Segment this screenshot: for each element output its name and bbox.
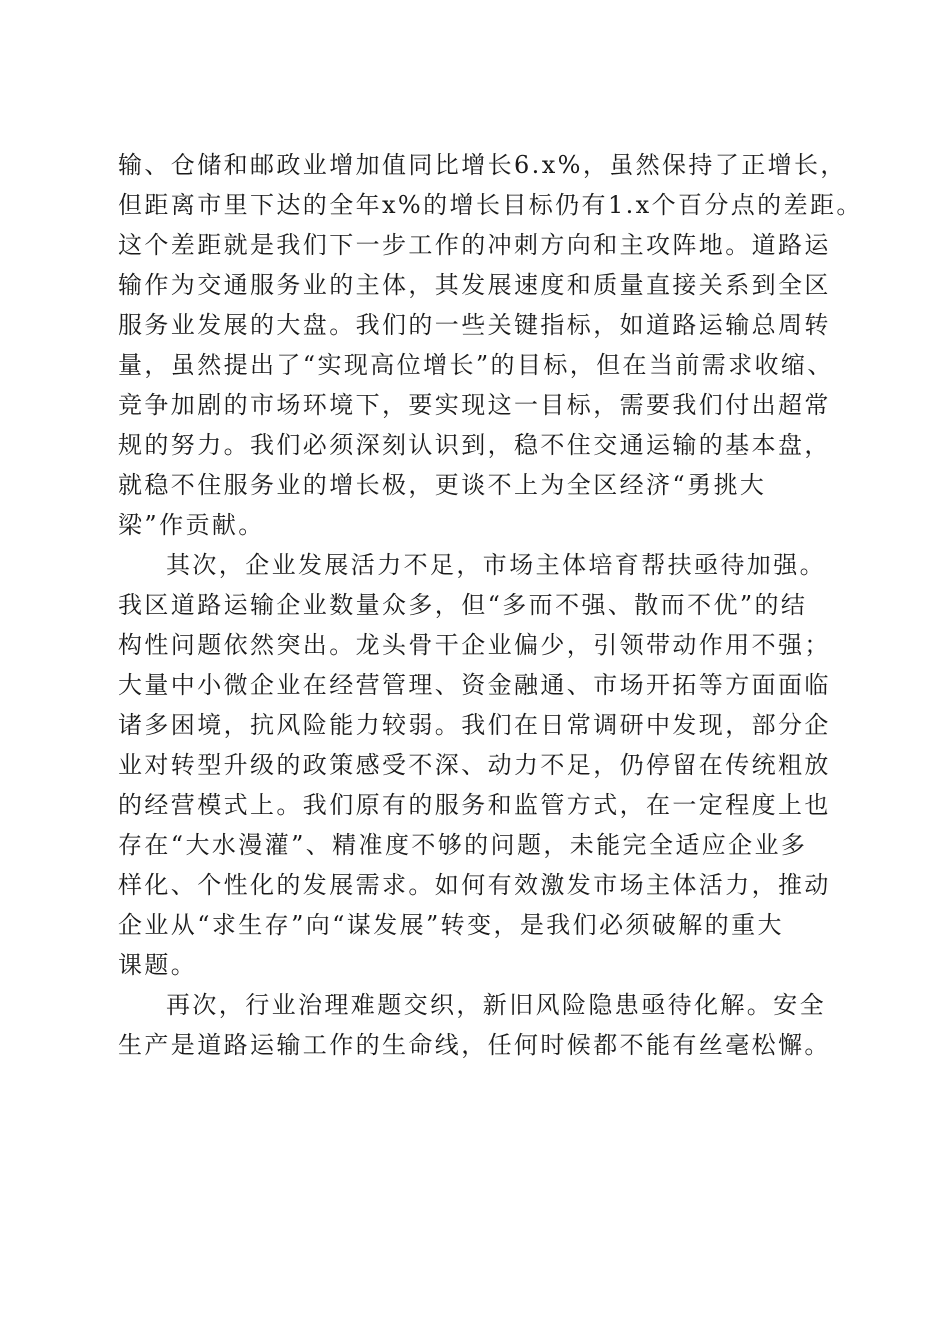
text-line: 诸多困境，抗风险能力较弱。我们在日常调研中发现，部分企 bbox=[118, 711, 831, 739]
text-line: 这个差距就是我们下一步工作的冲刺方向和主攻阵地。道路运 bbox=[118, 231, 831, 259]
text-line: 大量中小微企业在经营管理、资金融通、市场开拓等方面面临 bbox=[118, 671, 831, 699]
text-line: 存在“大水漫灌”、精准度不够的问题，未能完全适应企业多 bbox=[118, 831, 808, 859]
paragraph-start-line: 其次，企业发展活力不足，市场主体培育帮扶亟待加强。 bbox=[166, 551, 826, 579]
text-line: 就稳不住服务业的增长极，更谈不上为全区经济“勇挑大 bbox=[118, 471, 767, 499]
text-line: 竞争加剧的市场环境下，要实现这一目标，需要我们付出超常 bbox=[118, 391, 831, 419]
body-text bbox=[118, 145, 863, 1065]
text-line: 我区道路运输企业数量众多，但“多而不强、散而不优”的结 bbox=[118, 591, 808, 619]
text-line: 规的努力。我们必须深刻认识到，稳不住交通运输的基本盘， bbox=[118, 431, 831, 459]
text-line: 构性问题依然突出。龙头骨干企业偏少，引领带动作用不强； bbox=[118, 631, 831, 659]
text-line: 输作为交通服务业的主体，其发展速度和质量直接关系到全区 bbox=[118, 271, 831, 299]
text-line: 服务业发展的大盘。我们的一些关键指标，如道路运输总周转 bbox=[118, 311, 831, 339]
text-line: 业对转型升级的政策感受不深、动力不足，仍停留在传统粗放 bbox=[118, 751, 831, 779]
text-line: 梁”作贡献。 bbox=[118, 511, 265, 539]
text-line: 课题。 bbox=[118, 951, 198, 979]
text-line: 输、仓储和邮政业增加值同比增长6.x%，虽然保持了正增长， bbox=[118, 151, 847, 179]
text-line: 的经营模式上。我们原有的服务和监管方式，在一定程度上也 bbox=[118, 791, 831, 819]
text-line: 企业从“求生存”向“谋发展”转变，是我们必须破解的重大 bbox=[118, 911, 784, 939]
text-line: 量，虽然提出了“实现高位增长”的目标，但在当前需求收缩、 bbox=[118, 351, 834, 379]
text-line: 样化、个性化的发展需求。如何有效激发市场主体活力，推动 bbox=[118, 871, 831, 899]
text-line: 生产是道路运输工作的生命线，任何时候都不能有丝毫松懈。 bbox=[118, 1031, 831, 1059]
paragraph-start-line: 再次，行业治理难题交织，新旧风险隐患亟待化解。安全 bbox=[166, 991, 826, 1019]
text-line: 但距离市里下达的全年x%的增长目标仍有1.x个百分点的差距。 bbox=[118, 191, 863, 219]
